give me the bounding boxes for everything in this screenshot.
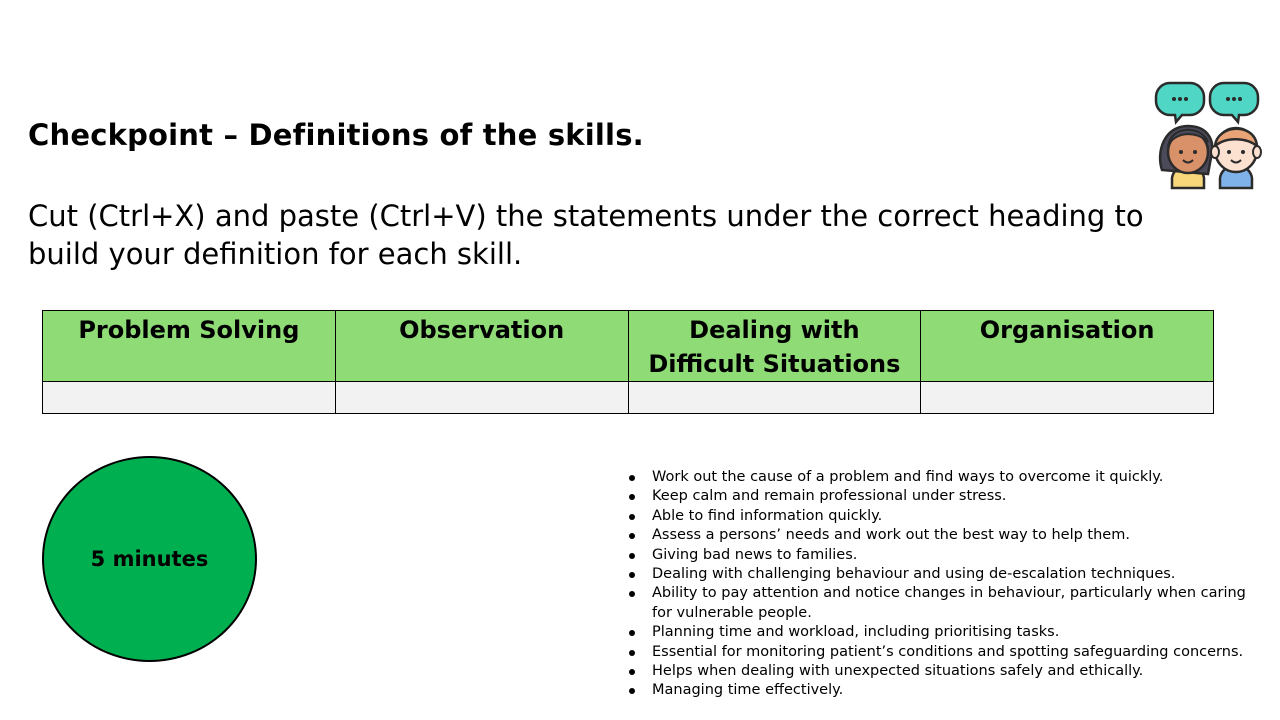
list-item[interactable]: Planning time and workload, including prioritising tasks. <box>628 623 1268 642</box>
table-row <box>43 382 1214 414</box>
header-dealing-with-difficult-situations[interactable]: Dealing with Difficult Situations <box>628 311 921 382</box>
two-people-talking-icon <box>1152 80 1272 190</box>
cell-problem-solving[interactable] <box>43 382 336 414</box>
list-item[interactable]: Able to find information quickly. <box>628 507 1268 526</box>
instructions-text[interactable]: Cut (Ctrl+X) and paste (Ctrl+V) the statements under the correct heading to build your definition for each skill. <box>28 199 1144 271</box>
cell-dealing-with-difficult-situations[interactable] <box>628 382 921 414</box>
list-item[interactable]: Ability to pay attention and notice changes in behaviour, particularly when caring for vulnerable people. <box>628 584 1268 623</box>
list-item[interactable]: Essential for monitoring patient’s conditions and spotting safeguarding concerns. <box>628 643 1268 662</box>
header-problem-solving[interactable]: Problem Solving <box>43 311 336 382</box>
cell-observation[interactable] <box>335 382 628 414</box>
slide-title[interactable]: Checkpoint – Definitions of the skills. <box>28 118 644 152</box>
list-item[interactable]: Work out the cause of a problem and find ways to overcome it quickly. <box>628 468 1268 487</box>
list-item[interactable]: Helps when dealing with unexpected situations safely and ethically. <box>628 662 1268 681</box>
table-header-row <box>43 311 1214 382</box>
timer-label: 5 minutes <box>90 547 209 571</box>
list-item[interactable]: Assess a persons’ needs and work out the best way to help them. <box>628 526 1268 545</box>
list-item[interactable]: Keep calm and remain professional under stress. <box>628 487 1268 506</box>
skills-table <box>42 310 1214 414</box>
statements-list <box>628 468 1268 701</box>
list-item[interactable]: Giving bad news to families. <box>628 546 1268 565</box>
timer-circle[interactable] <box>42 456 257 662</box>
cell-organisation[interactable] <box>921 382 1214 414</box>
header-organisation[interactable]: Organisation <box>921 311 1214 382</box>
list-item[interactable]: Managing time effectively. <box>628 681 1268 700</box>
list-item[interactable]: Dealing with challenging behaviour and using de-escalation techniques. <box>628 565 1268 584</box>
header-observation[interactable]: Observation <box>335 311 628 382</box>
